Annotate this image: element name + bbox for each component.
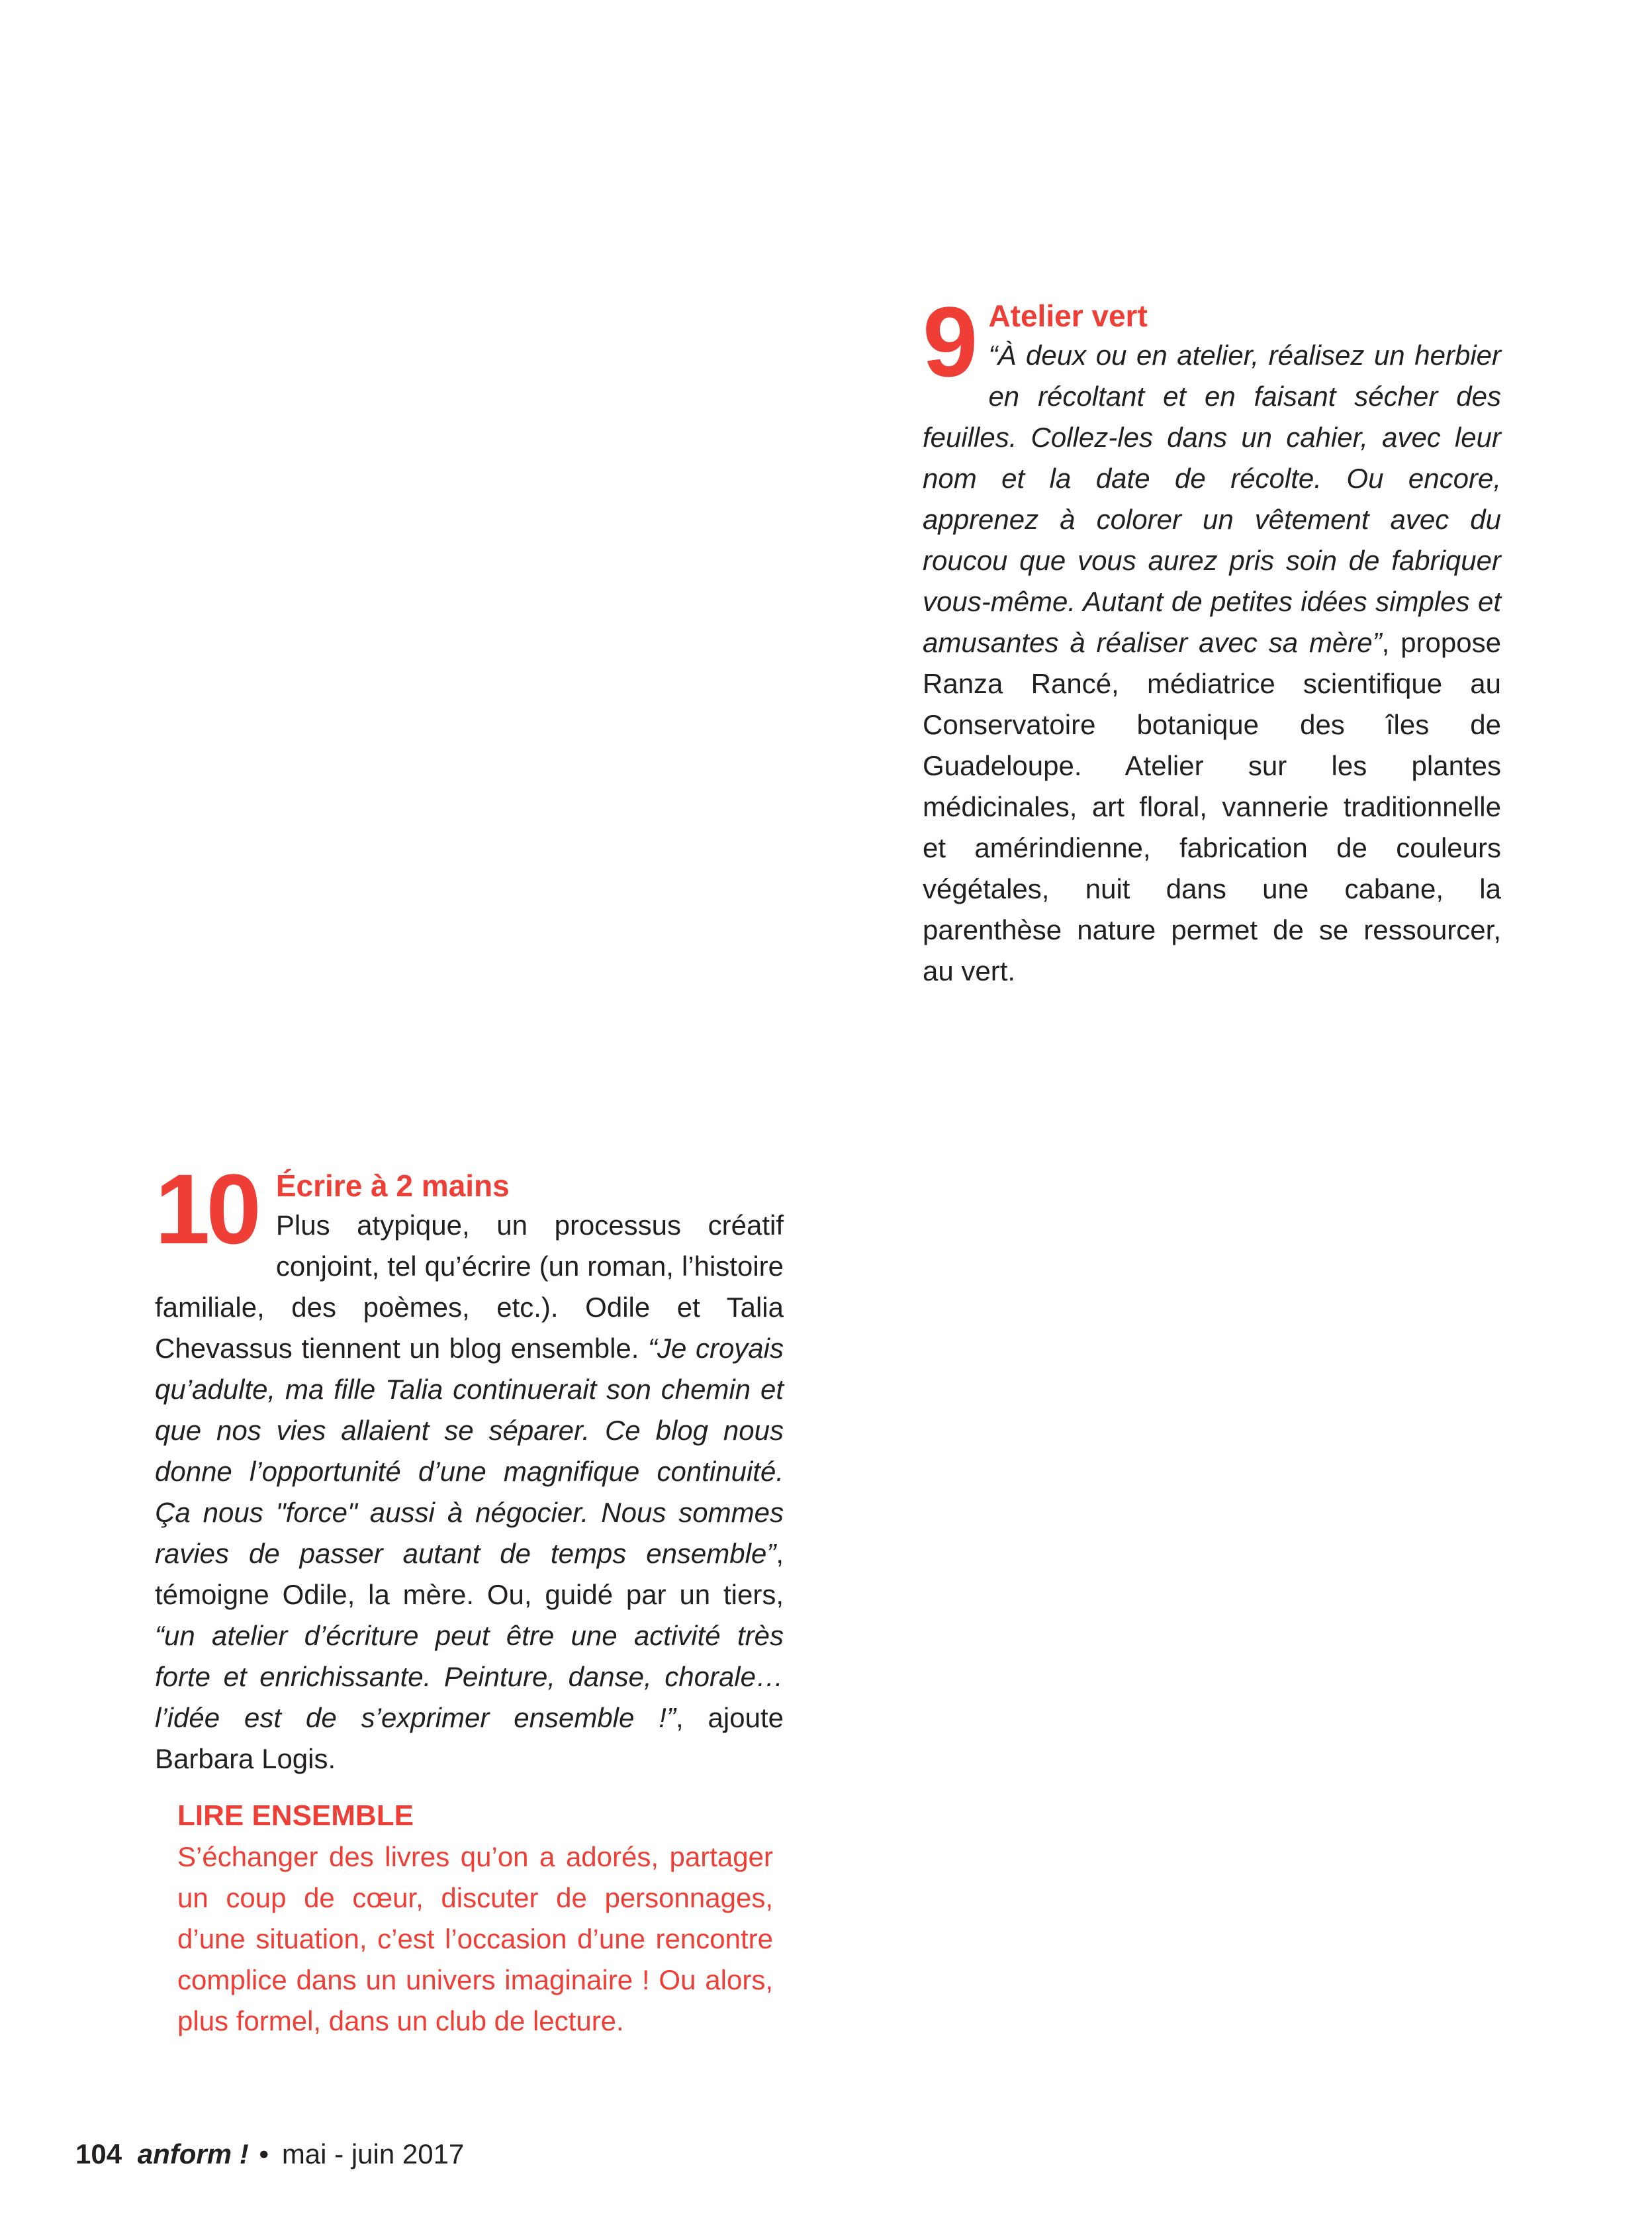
- section-10-ecrire-a-2-mains: [155, 1153, 784, 1780]
- section-number: 9: [923, 286, 974, 397]
- section-9-atelier-vert: [923, 286, 1501, 992]
- section-number: 10: [155, 1153, 257, 1264]
- quote: “un atelier d’écriture peut être une activité très forte et enrichissante. Peinture, danse, chorale… l’idée est de s’exprimer ensemble !”: [155, 1620, 784, 1733]
- page-footer: [75, 2136, 464, 2173]
- issue-date: mai - juin 2017: [281, 2138, 465, 2169]
- quote: “À deux ou en atelier, réalisez un herbier en récoltant et en faisant sécher des feuilles. Collez-les dans un cahier, avec leur nom et la date de récolte. Ou encore, apprenez à colorer un vêtement avec du roucou que vous aurez pris soin de fabriquer vous-même. Autant de petites idées simples et amusantes à réaliser avec sa mère”: [923, 340, 1501, 658]
- section-title: Atelier vert: [988, 299, 1148, 333]
- quote: “Je croyais qu’adulte, ma fille Talia continuerait son chemin et que nos vies allaient se séparer. Ce blog nous donne l’opportunité d’une magnifique continuité. Ça nous "force" aussi à négocier. Nous sommes ravies de passer autant de temps ensemble”: [155, 1333, 784, 1569]
- magazine-name: anform !: [137, 2138, 249, 2169]
- body-text: , propose Ranza Rancé, médiatrice scientifique au Conservatoire botanique des îles de Guadeloupe. Atelier sur les plantes médicinales, art floral, vannerie traditionnelle et amérindienne, fabrication de couleurs végétales, nuit dans une cabane, la parenthèse nature permet de se ressourcer, au vert.: [923, 627, 1501, 986]
- body-text: Plus atypique, un processus créatif conjoint, tel qu’écrire (un roman, l’histoire familiale, des poèmes, etc.). Odile et Talia Chevassus tiennent un blog ensemble.: [155, 1210, 784, 1364]
- box-text: S’échanger des livres qu’on a adorés, partager un coup de cœur, discuter de personnages, d’une situation, c’est l’occasion d’une rencontre complice dans un univers imaginaire ! Ou alors, plus formel, dans un club de lecture.: [177, 1841, 773, 2036]
- body-text: , ajoute Barbara Logis.: [155, 1702, 784, 1774]
- page-number: 104: [75, 2138, 122, 2169]
- section-body: [155, 1205, 784, 1780]
- sidebar-box-lire-ensemble: [177, 1795, 773, 2042]
- body-text: , témoigne Odile, la mère. Ou, guidé par un tiers,: [155, 1538, 784, 1610]
- section-body: [923, 335, 1501, 992]
- separator-bullet: •: [259, 2138, 269, 2169]
- box-title: LIRE ENSEMBLE: [177, 1799, 414, 1832]
- section-title: Écrire à 2 mains: [275, 1168, 510, 1203]
